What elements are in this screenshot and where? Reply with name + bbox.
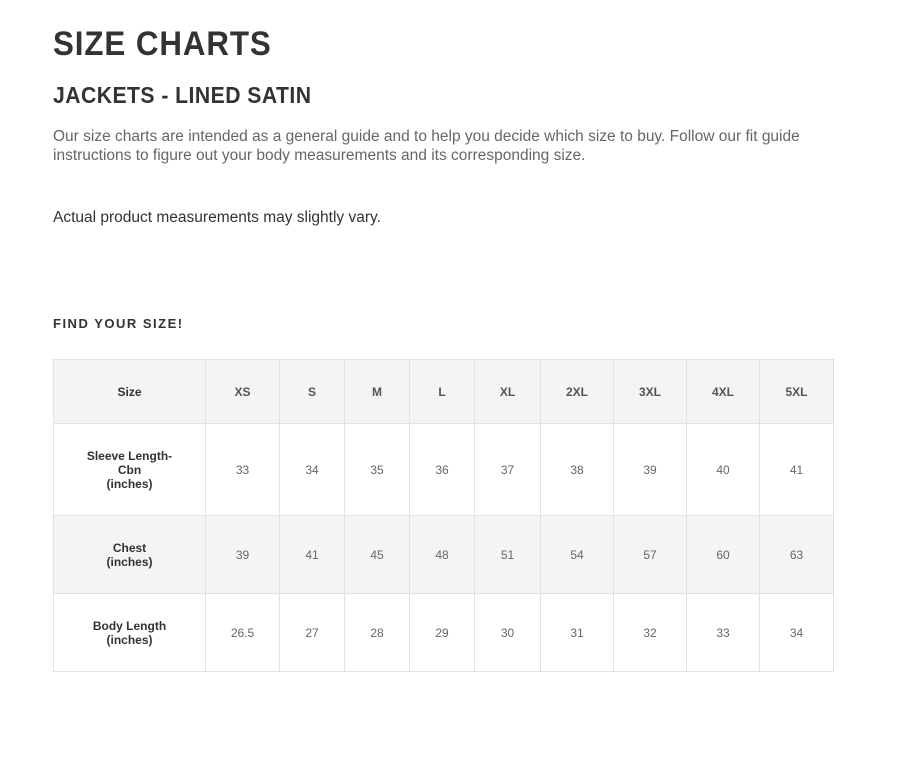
table-cell: 40 bbox=[687, 424, 760, 516]
table-row-chest bbox=[54, 516, 834, 594]
row-label-line: Cbn bbox=[117, 462, 142, 477]
table-cell: 34 bbox=[280, 424, 345, 516]
table-cell: 41 bbox=[760, 424, 834, 516]
row-label-chest bbox=[54, 516, 206, 594]
table-cell: 54 bbox=[541, 516, 614, 594]
table-cell: 45 bbox=[345, 516, 410, 594]
table-cell: 27 bbox=[280, 594, 345, 672]
size-header-cell: S bbox=[280, 360, 345, 424]
table-row-body-length bbox=[54, 594, 834, 672]
find-your-size-heading: FIND YOUR SIZE! bbox=[53, 316, 184, 331]
row-label-line: Sleeve Length- bbox=[86, 448, 173, 463]
row-label-line: Chest bbox=[112, 540, 147, 555]
row-label-body-length bbox=[54, 594, 206, 672]
product-subtitle: JACKETS - LINED SATIN bbox=[53, 82, 312, 108]
size-header-cell: 5XL bbox=[760, 360, 834, 424]
row-label-line: (inches) bbox=[106, 554, 153, 569]
size-header-cell: 3XL bbox=[614, 360, 687, 424]
table-cell: 63 bbox=[760, 516, 834, 594]
size-header-cell: M bbox=[345, 360, 410, 424]
size-column-header: Size bbox=[54, 360, 206, 424]
row-label-line: Body Length bbox=[92, 618, 167, 633]
table-cell: 32 bbox=[614, 594, 687, 672]
table-cell: 33 bbox=[687, 594, 760, 672]
table-cell: 35 bbox=[345, 424, 410, 516]
table-cell: 37 bbox=[475, 424, 541, 516]
table-cell: 60 bbox=[687, 516, 760, 594]
table-cell: 26.5 bbox=[206, 594, 280, 672]
row-label-sleeve-length bbox=[54, 424, 206, 516]
intro-paragraph: Our size charts are intended as a general guide and to help you decide which size to buy. Follow our fit guide instructions to figure out your body measurements and its corresponding size. bbox=[53, 128, 800, 164]
table-cell: 31 bbox=[541, 594, 614, 672]
size-header-cell: XS bbox=[206, 360, 280, 424]
table-cell: 28 bbox=[345, 594, 410, 672]
measurement-note: Actual product measurements may slightly vary. bbox=[53, 209, 381, 226]
table-cell: 30 bbox=[475, 594, 541, 672]
table-row-sleeve-length bbox=[54, 424, 834, 516]
table-cell: 29 bbox=[410, 594, 475, 672]
size-header-cell: XL bbox=[475, 360, 541, 424]
page-title: SIZE CHARTS bbox=[53, 25, 272, 63]
table-cell: 33 bbox=[206, 424, 280, 516]
size-header-cell: 4XL bbox=[687, 360, 760, 424]
size-header-cell: 2XL bbox=[541, 360, 614, 424]
table-cell: 57 bbox=[614, 516, 687, 594]
table-cell: 36 bbox=[410, 424, 475, 516]
row-label-line: (inches) bbox=[106, 632, 153, 647]
size-header-cell: L bbox=[410, 360, 475, 424]
table-header-row bbox=[54, 360, 834, 424]
row-label-line: (inches) bbox=[106, 476, 153, 491]
table-cell: 39 bbox=[614, 424, 687, 516]
table-cell: 34 bbox=[760, 594, 834, 672]
table-cell: 38 bbox=[541, 424, 614, 516]
table-cell: 39 bbox=[206, 516, 280, 594]
table-cell: 51 bbox=[475, 516, 541, 594]
table-cell: 48 bbox=[410, 516, 475, 594]
size-table bbox=[53, 359, 834, 672]
table-cell: 41 bbox=[280, 516, 345, 594]
